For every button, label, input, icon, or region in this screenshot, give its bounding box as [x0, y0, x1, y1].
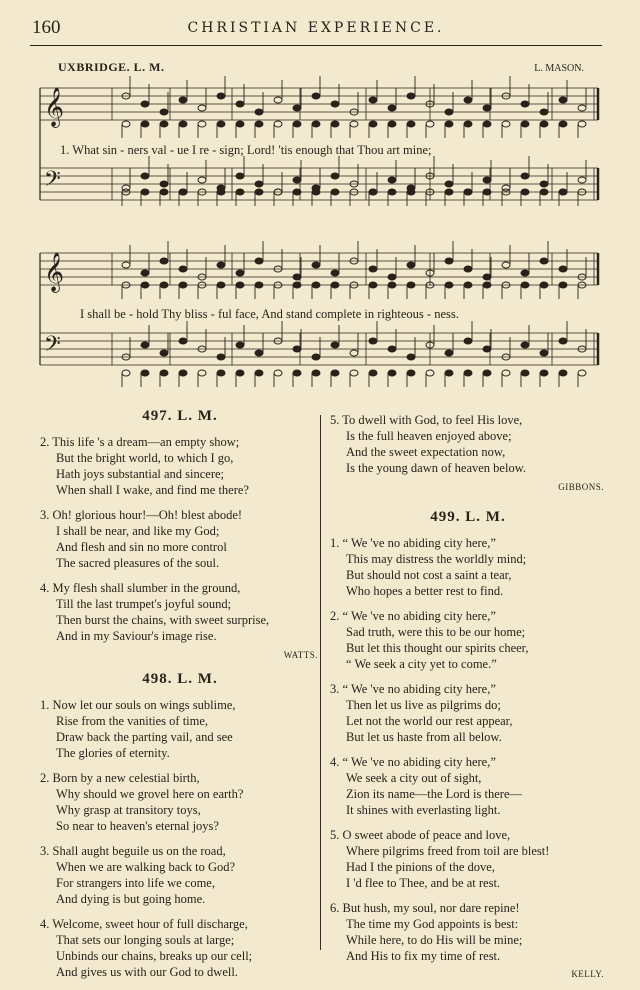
note-head [312, 282, 320, 288]
note-head [369, 97, 377, 103]
note-head [255, 370, 263, 376]
note-head [293, 274, 301, 280]
note-head [559, 189, 567, 195]
note-head [179, 370, 187, 376]
lyrics-line-1: 1. What sin - ners val - ue I re - sign; Lord! 'tis enough that Thou art mine; [60, 143, 432, 157]
note-head [540, 189, 548, 195]
note-head [559, 370, 567, 376]
verse-line: “ We seek a city yet to come.” [346, 657, 497, 671]
note-head [293, 282, 301, 288]
note-head [407, 282, 415, 288]
note-head [293, 121, 301, 127]
note-head [179, 97, 187, 103]
note-head [179, 338, 187, 344]
note-head [483, 177, 491, 183]
note-head [331, 282, 339, 288]
treble-clef-icon: 𝄞 [44, 87, 65, 127]
note-head [540, 370, 548, 376]
verse-line: 4. “ We 've no abiding city here,” [330, 755, 496, 769]
note-head [293, 370, 301, 376]
verse-line: This may distress the worldly mind; [346, 552, 527, 566]
note-head [255, 181, 263, 187]
verse [40, 916, 320, 980]
note-head [483, 274, 491, 280]
page-number: 160 [32, 17, 61, 38]
note-head [540, 109, 548, 115]
verse-line: Sad truth, were this to be our home; [346, 625, 526, 639]
note-head [464, 266, 472, 272]
note-head [160, 350, 168, 356]
note-head [540, 282, 548, 288]
bass-clef-icon: 𝄢 [44, 332, 61, 362]
note-head [521, 270, 529, 276]
note-head [445, 189, 453, 195]
verse-line: So near to heaven's eternal joys? [56, 819, 219, 833]
note-head [312, 370, 320, 376]
note-head [312, 189, 320, 195]
note-head [578, 105, 586, 111]
note-head [331, 342, 339, 348]
note-head [426, 370, 434, 376]
verse-line: But the bright world, to which I go, [56, 451, 234, 465]
note-head [293, 105, 301, 111]
note-head [255, 258, 263, 264]
verse-line: Is the young dawn of heaven below. [346, 461, 527, 475]
note-head [521, 173, 529, 179]
verse [330, 608, 606, 672]
verse-line: Where pilgrims freed from toil are blest! [346, 844, 550, 858]
note-head [160, 121, 168, 127]
note-head [236, 189, 244, 195]
treble-clef-icon: 𝄞 [44, 252, 65, 292]
note-head [559, 266, 567, 272]
note-head [369, 338, 377, 344]
note-head [464, 282, 472, 288]
note-head [369, 266, 377, 272]
note-head [521, 282, 529, 288]
note-head [217, 262, 225, 268]
verse-line: While here, to do His will be mine; [346, 933, 523, 947]
note-head [350, 121, 358, 127]
note-head [521, 342, 529, 348]
note-head [141, 189, 149, 195]
note-head [179, 282, 187, 288]
note-head [445, 282, 453, 288]
note-head [445, 109, 453, 115]
verse-line: And flesh and sin no more control [56, 540, 227, 554]
note-head [388, 177, 396, 183]
verse-line: Hath joys substantial and sincere; [56, 467, 225, 481]
note-head [445, 181, 453, 187]
verse-line: Draw back the parting vail, and see [56, 730, 233, 744]
note-head [160, 282, 168, 288]
verse-line: 4. My flesh shall slumber in the ground, [40, 581, 241, 595]
note-head [122, 262, 130, 268]
note-head [407, 189, 415, 195]
verse-line: Who hopes a better rest to find. [346, 584, 504, 598]
note-head [369, 189, 377, 195]
note-head [160, 189, 168, 195]
note-head [331, 370, 339, 376]
verse-line: But should not cost a saint a tear, [346, 568, 512, 582]
author: WATTS. [283, 650, 318, 660]
verse-line: 5. O sweet abode of peace and love, [330, 828, 511, 842]
note-head [369, 370, 377, 376]
verse-line: Let not the world our rest appear, [346, 714, 513, 728]
note-head [426, 121, 434, 127]
note-head [388, 105, 396, 111]
verse-line: When we are walking back to God? [56, 860, 236, 874]
verse-line: We seek a city out of sight, [346, 771, 482, 785]
verse-line: Had I the pinions of the dove, [346, 860, 495, 874]
note-head [483, 121, 491, 127]
note-head [141, 370, 149, 376]
note-head [331, 270, 339, 276]
note-head [445, 258, 453, 264]
verse-line: Unbinds our chains, breaks up our cell; [56, 949, 253, 963]
note-head [255, 282, 263, 288]
note-head [236, 342, 244, 348]
verse-line: And in my Saviour's image rise. [56, 629, 217, 643]
note-head [122, 370, 130, 376]
hymn-499 [330, 509, 606, 982]
note-head [502, 121, 510, 127]
verse-line: 2. “ We 've no abiding city here,” [330, 609, 496, 623]
note-head [369, 282, 377, 288]
note-head [445, 350, 453, 356]
note-head [141, 270, 149, 276]
note-head [521, 121, 529, 127]
verse-line: The time my God appoints is best: [346, 917, 519, 931]
note-head [483, 105, 491, 111]
note-head [160, 370, 168, 376]
verse-line: Why should we grovel here on earth? [56, 787, 244, 801]
note-head [160, 181, 168, 187]
hymn-heading: 497. L. M. [142, 408, 218, 424]
note-head [502, 262, 510, 268]
note-head [464, 97, 472, 103]
note-head [179, 121, 187, 127]
verse-line: The glories of eternity. [56, 746, 170, 760]
note-head [388, 121, 396, 127]
note-head [236, 370, 244, 376]
note-head [578, 370, 586, 376]
note-head [559, 282, 567, 288]
note-head [274, 97, 282, 103]
verse-line: For strangers into life we come, [56, 876, 215, 890]
verse-line: 1. Now let our souls on wings sublime, [40, 698, 236, 712]
note-head [255, 109, 263, 115]
verse [330, 754, 606, 818]
verse-line: 4. Welcome, sweet hour of full discharge, [40, 917, 248, 931]
note-head [236, 101, 244, 107]
verse-line: 1. “ We 've no abiding city here,” [330, 536, 496, 550]
composer: L. MASON. [534, 63, 584, 74]
verse-line: 3. “ We 've no abiding city here,” [330, 682, 496, 696]
note-head [312, 262, 320, 268]
verse-line: And gives us with our God to dwell. [56, 965, 238, 979]
note-head [198, 370, 206, 376]
note-head [312, 354, 320, 360]
note-head [388, 370, 396, 376]
note-head [331, 101, 339, 107]
note-head [141, 121, 149, 127]
note-head [464, 189, 472, 195]
note-head [198, 105, 206, 111]
bass-clef-icon: 𝄢 [44, 167, 61, 197]
column-divider [320, 415, 321, 950]
note-head [388, 346, 396, 352]
note-head [388, 274, 396, 280]
verse-line: Is the full heaven enjoyed above; [346, 429, 512, 443]
note-head [502, 370, 510, 376]
verse-line: It shines with everlasting light. [346, 803, 501, 817]
note-head [179, 189, 187, 195]
note-head [483, 370, 491, 376]
note-head [388, 189, 396, 195]
verse [330, 681, 606, 745]
note-head [236, 121, 244, 127]
note-head [160, 109, 168, 115]
note-head [350, 370, 358, 376]
note-head [483, 346, 491, 352]
verse-line: And dying is but going home. [56, 892, 206, 906]
note-head [559, 338, 567, 344]
verse-line: Then burst the chains, with sweet surprise, [56, 613, 270, 627]
verse-line: That sets our longing souls at large; [56, 933, 235, 947]
note-head [578, 121, 586, 127]
note-head [407, 262, 415, 268]
verse [40, 434, 320, 498]
note-head [521, 189, 529, 195]
note-head [274, 370, 282, 376]
verse-line: 2. Born by a new celestial birth, [40, 771, 200, 785]
note-head [540, 258, 548, 264]
verse [40, 843, 320, 907]
tune-name: UXBRIDGE. L. M. [58, 60, 165, 74]
note-head [407, 370, 415, 376]
verse-line: Then let us live as pilgrims do; [346, 698, 501, 712]
verse-line: When shall I wake, and find me there? [56, 483, 249, 497]
hymn-498 [40, 671, 320, 980]
verse-line: But let us haste from all below. [346, 730, 502, 744]
note-head [540, 181, 548, 187]
note-head [407, 93, 415, 99]
note-head [312, 93, 320, 99]
verse-line: Zion its name—the Lord is there— [346, 787, 523, 801]
verse [40, 770, 320, 834]
note-head [236, 282, 244, 288]
note-head [293, 346, 301, 352]
left-column [40, 402, 320, 989]
note-head [217, 189, 225, 195]
note-head [179, 266, 187, 272]
verse-line: I shall be near, and like my God; [56, 524, 220, 538]
music-score [0, 0, 640, 400]
note-head [293, 189, 301, 195]
note-head [198, 177, 206, 183]
note-head [464, 121, 472, 127]
note-head [483, 189, 491, 195]
hymn-497 [40, 408, 320, 663]
lyrics-line-2: I shall be - hold Thy bliss - ful face, And stand complete in righteous - ness. [80, 307, 459, 321]
verse-line: 3. Oh! glorious hour!—Oh! blest abode! [40, 508, 243, 522]
verse-line: Till the last trumpet's joyful sound; [56, 597, 232, 611]
note-head [540, 121, 548, 127]
note-head [483, 282, 491, 288]
right-column [330, 404, 606, 990]
verse-line: I 'd flee to Thee, and be at rest. [346, 876, 501, 890]
note-head [217, 121, 225, 127]
note-head [255, 350, 263, 356]
note-head [521, 370, 529, 376]
note-head [141, 173, 149, 179]
note-head [141, 282, 149, 288]
verse [40, 697, 320, 761]
note-head [559, 97, 567, 103]
note-head [141, 342, 149, 348]
verse [330, 900, 606, 964]
note-head [160, 258, 168, 264]
verse-line: And His to fix my time of rest. [346, 949, 501, 963]
author: GIBBONS. [558, 482, 604, 492]
note-head [293, 177, 301, 183]
verse [40, 507, 320, 571]
note-head [445, 121, 453, 127]
verse-line: 2. This life 's a dream—an empty show; [40, 435, 240, 449]
note-head [141, 101, 149, 107]
verse-line: 6. But hush, my soul, nor dare repine! [330, 901, 520, 915]
verse-line: 3. Shall aught beguile us on the road, [40, 844, 226, 858]
note-head [198, 121, 206, 127]
note-head [217, 354, 225, 360]
note-head [388, 282, 396, 288]
note-head [540, 350, 548, 356]
verse-line: And the sweet expectation now, [346, 445, 506, 459]
verse-line: Rise from the vanities of time, [56, 714, 209, 728]
hymn-heading: 499. L. M. [430, 509, 506, 525]
verse-line: The sacred pleasures of the soul. [56, 556, 220, 570]
verse [40, 580, 320, 644]
note-head [255, 189, 263, 195]
note-head [407, 354, 415, 360]
note-head [464, 370, 472, 376]
note-head [274, 121, 282, 127]
note-head [255, 121, 263, 127]
note-head [217, 282, 225, 288]
verse-line: Why grasp at transitory toys, [56, 803, 201, 817]
note-head [578, 177, 586, 183]
verse [330, 412, 606, 476]
running-title: CHRISTIAN EXPERIENCE. [187, 20, 445, 36]
verse-line: 5. To dwell with God, to feel His love, [330, 413, 523, 427]
note-head [331, 173, 339, 179]
author: KELLY. [571, 969, 604, 979]
verse-line: But let this thought our spirits cheer, [346, 641, 529, 655]
note-head [445, 370, 453, 376]
note-head [122, 121, 130, 127]
verse [330, 535, 606, 599]
note-head [217, 93, 225, 99]
note-head [236, 270, 244, 276]
note-head [350, 350, 358, 356]
note-head [236, 173, 244, 179]
note-head [521, 101, 529, 107]
note-head [369, 121, 377, 127]
note-head [217, 370, 225, 376]
note-head [464, 338, 472, 344]
note-head [331, 121, 339, 127]
note-head [559, 121, 567, 127]
hymn-heading: 498. L. M. [142, 671, 218, 687]
note-head [312, 121, 320, 127]
note-head [331, 189, 339, 195]
verse [330, 827, 606, 891]
note-head [407, 121, 415, 127]
